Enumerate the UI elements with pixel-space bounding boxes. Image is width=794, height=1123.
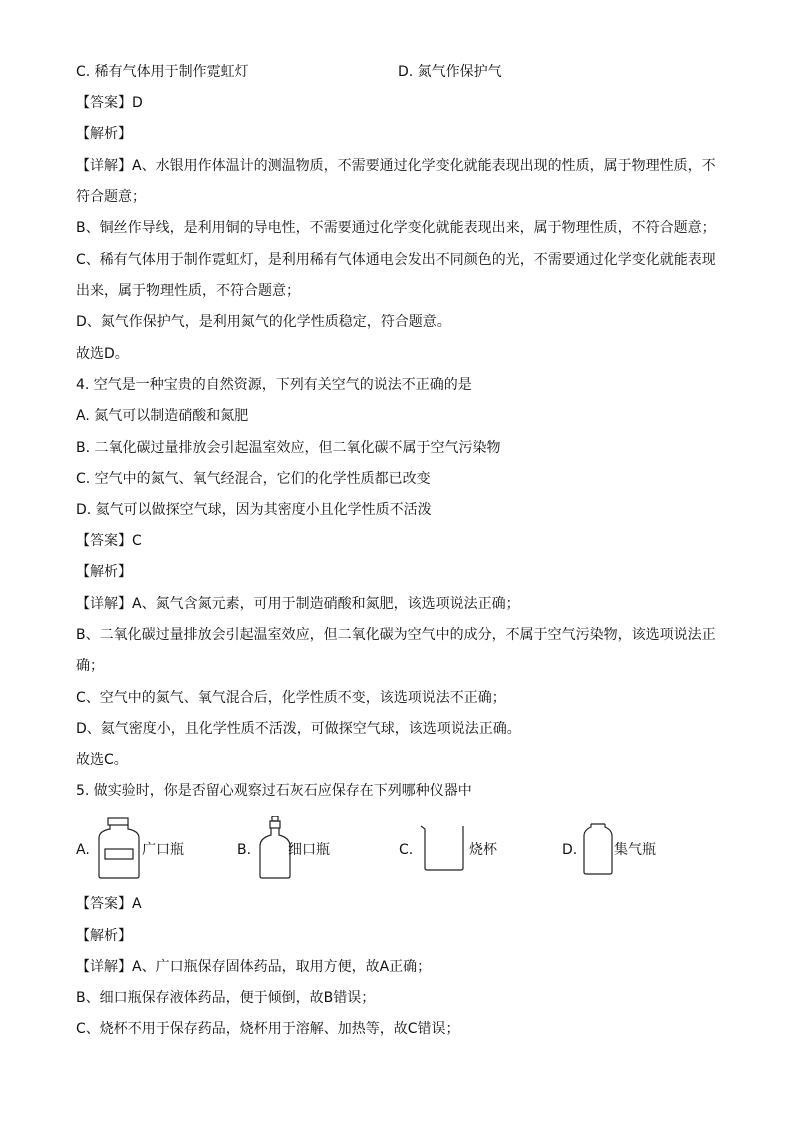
q4-detail-line: 【详解】A、氮气含氮元素，可用于制造硝酸和氮肥，该选项说法正确； — [76, 596, 520, 612]
q3-detail-line: 符合题意； — [76, 189, 146, 205]
q4-option-a: A. 氮气可以制造硝酸和氮肥 — [76, 408, 249, 424]
q4-answer: 【答案】C — [76, 533, 142, 549]
q5-option-a — [76, 816, 206, 884]
q5-option-name: 集气瓶 — [614, 842, 656, 858]
q3-answer: 【答案】D — [76, 95, 143, 111]
q4-detail-line: C、空气中的氮气、氧气混合后，化学性质不变，该选项说法不正确； — [76, 690, 506, 706]
q3-detail-line: 【详解】A、水银用作体温计的测温物质，不需要通过化学变化就能表现出现的性质，属于物理性质，不 — [76, 158, 716, 174]
q3-detail-line: C、稀有气体用于制作霓虹灯，是利用稀有气体通电会发出不同颜色的光，不需要通过化学变化就能表现 — [76, 252, 716, 268]
q4-detail-line: B、二氧化碳过量排放会引起温室效应，但二氧化碳为空气中的成分，不属于空气污染物，该选项说法正 — [76, 627, 716, 643]
q5-option-name: 烧杯 — [469, 842, 497, 858]
q5-detail-line: B、细口瓶保存液体药品，便于倾倒，故B错误； — [76, 990, 376, 1006]
q5-option-letter: B. — [237, 842, 252, 858]
q5-option-b — [237, 816, 357, 884]
q4-option-d: D. 氦气可以做探空气球，因为其密度小且化学性质不活泼 — [76, 502, 432, 518]
q5-option-d — [562, 816, 702, 884]
q5-option-name: 细口瓶 — [288, 842, 330, 858]
q3-analysis-label: 【解析】 — [76, 126, 132, 142]
q4-detail-line: D、氦气密度小，且化学性质不活泼，可做探空气球，该选项说法正确。 — [76, 721, 521, 737]
q4-detail-line: 确； — [76, 658, 104, 674]
q3-option-c: C. 稀有气体用于制作霓虹灯 — [76, 64, 249, 80]
q4-conclusion: 故选C。 — [76, 752, 128, 768]
q4-analysis-label: 【解析】 — [76, 564, 132, 580]
q4-option-b: B. 二氧化碳过量排放会引起温室效应，但二氧化碳不属于空气污染物 — [76, 440, 501, 456]
q3-conclusion: 故选D。 — [76, 346, 129, 362]
q5-answer: 【答案】A — [76, 896, 142, 912]
q3-detail-line: B、铜丝作导线，是利用铜的导电性，不需要通过化学变化就能表现出来，属于物理性质，不符合题意； — [76, 220, 716, 236]
beaker-icon — [419, 822, 469, 872]
q3-detail-line: 出来，属于物理性质，不符合题意； — [76, 283, 300, 299]
q4-option-c: C. 空气中的氮气、氧气经混合，它们的化学性质都已改变 — [76, 471, 431, 487]
q5-option-row — [76, 816, 716, 884]
q5-option-c — [399, 816, 519, 884]
q3-detail-line: D、氮气作保护气，是利用氮气的化学性质稳定，符合题意。 — [76, 314, 451, 330]
q5-option-letter: D. — [562, 842, 578, 858]
q5-option-name: 广口瓶 — [142, 842, 184, 858]
q5-option-letter: C. — [399, 842, 414, 858]
q5-detail-line: C、烧杯不用于保存药品，烧杯用于溶解、加热等，故C错误； — [76, 1021, 460, 1037]
gas-collecting-bottle-icon — [582, 822, 614, 876]
q4-stem: 4. 空气是一种宝贵的自然资源，下列有关空气的说法不正确的是 — [76, 377, 472, 393]
q5-option-letter: A. — [76, 842, 90, 858]
q3-option-d: D. 氮气作保护气 — [398, 64, 502, 80]
wide-mouth-bottle-icon — [96, 816, 142, 880]
q5-detail-line: 【详解】A、广口瓶保存固体药品，取用方便，故A正确； — [76, 959, 432, 975]
q5-stem: 5. 做实验时，你是否留心观察过石灰石应保存在下列哪种仪器中 — [76, 783, 472, 799]
q5-analysis-label: 【解析】 — [76, 928, 132, 944]
